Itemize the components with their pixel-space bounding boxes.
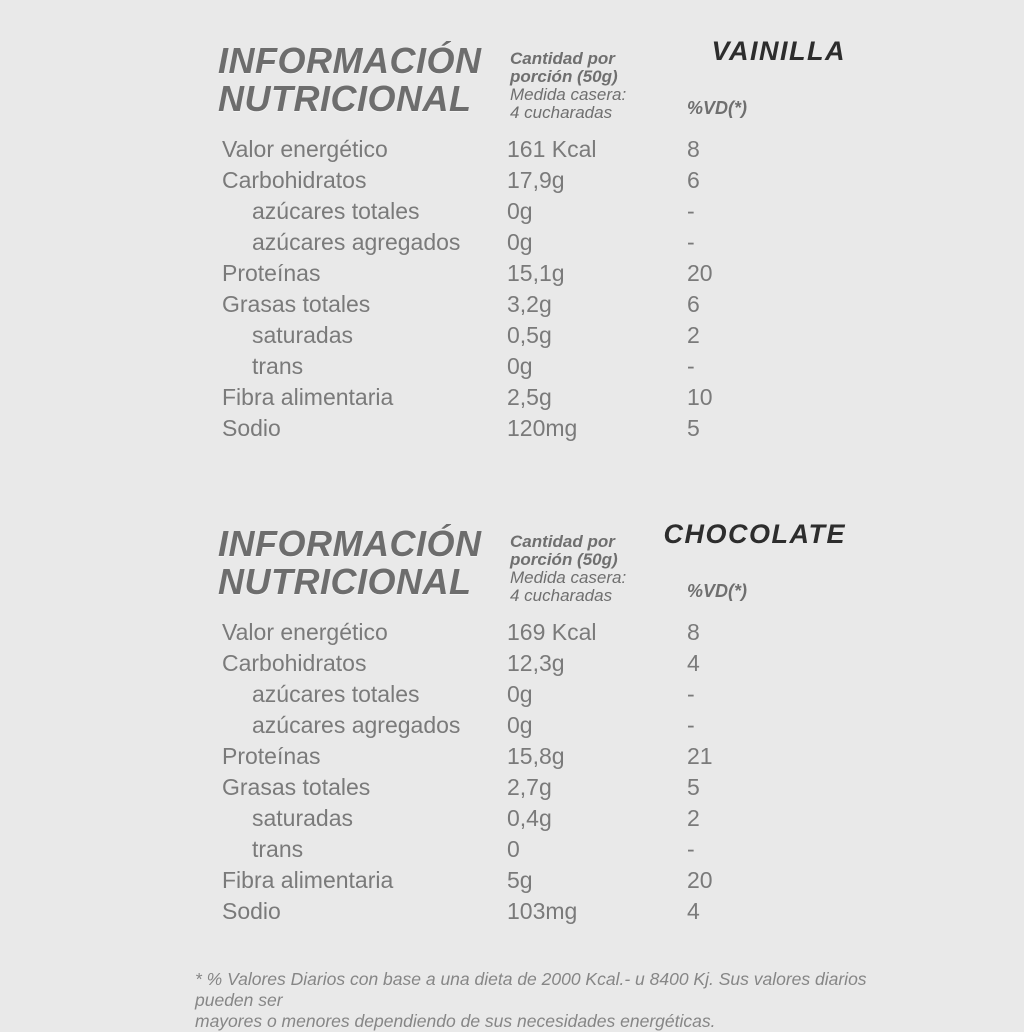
row-proteinas xyxy=(0,741,1024,772)
row-sodio xyxy=(0,413,1024,444)
row-trans xyxy=(0,351,1024,382)
nutrient-label: Carbohidratos xyxy=(222,167,367,193)
nutrient-label: Valor energético xyxy=(222,136,388,162)
serving-line2: porción (50g) xyxy=(510,67,618,86)
nutrient-dv: 8 xyxy=(687,619,700,645)
nutrient-amount: 169 Kcal xyxy=(507,619,597,645)
nutrient-dv: - xyxy=(687,712,695,738)
row-carbohidratos xyxy=(0,648,1024,679)
row-azucares-totales xyxy=(0,196,1024,227)
row-saturadas xyxy=(0,803,1024,834)
footnote-line2: mayores o menores dependiendo de sus necesidades energéticas. xyxy=(195,1011,716,1031)
nutrient-amount: 15,8g xyxy=(507,743,565,769)
nutrient-label: saturadas xyxy=(252,322,354,348)
daily-values-footnote xyxy=(195,969,895,1032)
flavor-name-vainilla: VAINILLA xyxy=(711,36,846,66)
nutrient-amount: 0g xyxy=(507,712,533,738)
serving-info xyxy=(510,50,626,122)
nutrient-dv: - xyxy=(687,353,695,379)
vd-column-header: %VD(*) xyxy=(687,98,748,118)
nutrient-label: Grasas totales xyxy=(222,291,371,317)
nutrient-label: azúcares totales xyxy=(252,198,420,224)
table-title-line1: INFORMACIÓN xyxy=(218,523,482,564)
table-title-line2: NUTRICIONAL xyxy=(218,78,472,119)
nutrient-label: Valor energético xyxy=(222,619,388,645)
nutrient-label: azúcares agregados xyxy=(252,712,461,738)
row-azucares-agregados xyxy=(0,227,1024,258)
nutrient-label: saturadas xyxy=(252,805,354,831)
serving-line2: porción (50g) xyxy=(510,550,618,569)
serving-info xyxy=(510,533,626,605)
row-azucares-totales xyxy=(0,679,1024,710)
nutrient-dv: 4 xyxy=(687,898,700,924)
serving-line3: Medida casera: xyxy=(510,85,627,104)
serving-line4: 4 cucharadas xyxy=(510,103,613,122)
row-sodio xyxy=(0,896,1024,927)
nutrient-label: Fibra alimentaria xyxy=(222,384,394,410)
nutrient-label: trans xyxy=(252,353,304,379)
nutrient-label: Fibra alimentaria xyxy=(222,867,394,893)
nutrient-dv: 10 xyxy=(687,384,713,410)
nutrient-amount: 161 Kcal xyxy=(507,136,597,162)
row-grasas-totales xyxy=(0,289,1024,320)
serving-line4: 4 cucharadas xyxy=(510,586,613,605)
nutrient-dv: 2 xyxy=(687,805,700,831)
nutrient-amount: 120mg xyxy=(507,415,578,441)
table-title xyxy=(218,525,481,601)
nutrient-amount: 0 xyxy=(507,836,520,862)
nutrient-dv: - xyxy=(687,681,695,707)
nutrient-dv: - xyxy=(687,198,695,224)
nutrient-dv: 4 xyxy=(687,650,700,676)
nutrient-amount: 0g xyxy=(507,353,533,379)
nutrient-label: Carbohidratos xyxy=(222,650,367,676)
nutrient-amount: 17,9g xyxy=(507,167,565,193)
nutrient-label: azúcares totales xyxy=(252,681,420,707)
nutrient-label: Proteínas xyxy=(222,743,321,769)
nutrient-label: azúcares agregados xyxy=(252,229,461,255)
row-carbohidratos xyxy=(0,165,1024,196)
table-title-line2: NUTRICIONAL xyxy=(218,561,472,602)
row-valor-energetico xyxy=(0,617,1024,648)
row-grasas-totales xyxy=(0,772,1024,803)
serving-line3: Medida casera: xyxy=(510,568,627,587)
nutrient-label: Proteínas xyxy=(222,260,321,286)
table-title xyxy=(218,42,481,118)
nutrition-table-vainilla xyxy=(0,38,1024,488)
nutrient-dv: 2 xyxy=(687,322,700,348)
nutrient-dv: 8 xyxy=(687,136,700,162)
serving-line1: Cantidad por xyxy=(510,49,615,68)
row-saturadas xyxy=(0,320,1024,351)
nutrient-dv: - xyxy=(687,229,695,255)
nutrient-amount: 0g xyxy=(507,198,533,224)
table-title-line1: INFORMACIÓN xyxy=(218,40,482,81)
nutrient-amount: 5g xyxy=(507,867,533,893)
nutrient-dv: 5 xyxy=(687,774,700,800)
nutrient-dv: 20 xyxy=(687,867,713,893)
nutrient-label: Sodio xyxy=(222,415,281,441)
nutrient-amount: 2,7g xyxy=(507,774,552,800)
nutrient-dv: 20 xyxy=(687,260,713,286)
serving-line1: Cantidad por xyxy=(510,532,615,551)
nutrient-amount: 12,3g xyxy=(507,650,565,676)
nutrient-amount: 103mg xyxy=(507,898,578,924)
flavor-name-chocolate: CHOCOLATE xyxy=(663,519,846,549)
nutrient-amount: 2,5g xyxy=(507,384,552,410)
nutrient-rows xyxy=(0,617,1024,927)
vd-column-header: %VD(*) xyxy=(687,581,748,601)
nutrient-dv: 5 xyxy=(687,415,700,441)
nutrient-label: Sodio xyxy=(222,898,281,924)
nutrient-rows xyxy=(0,134,1024,444)
nutrient-amount: 0g xyxy=(507,229,533,255)
nutrient-dv: 6 xyxy=(687,167,700,193)
nutrient-amount: 3,2g xyxy=(507,291,552,317)
row-proteinas xyxy=(0,258,1024,289)
nutrient-dv: 21 xyxy=(687,743,713,769)
nutrition-table-chocolate xyxy=(0,521,1024,971)
nutrient-amount: 0,5g xyxy=(507,322,552,348)
nutrient-amount: 0,4g xyxy=(507,805,552,831)
nutrient-dv: 6 xyxy=(687,291,700,317)
row-valor-energetico xyxy=(0,134,1024,165)
row-fibra-alimentaria xyxy=(0,865,1024,896)
footnote-line1: * % Valores Diarios con base a una dieta de 2000 Kcal.- u 8400 Kj. Sus valores diarios pueden ser xyxy=(195,969,867,1010)
nutrient-label: trans xyxy=(252,836,304,862)
nutrient-amount: 15,1g xyxy=(507,260,565,286)
nutrient-amount: 0g xyxy=(507,681,533,707)
row-trans xyxy=(0,834,1024,865)
nutrient-dv: - xyxy=(687,836,695,862)
row-azucares-agregados xyxy=(0,710,1024,741)
nutrient-label: Grasas totales xyxy=(222,774,371,800)
row-fibra-alimentaria xyxy=(0,382,1024,413)
